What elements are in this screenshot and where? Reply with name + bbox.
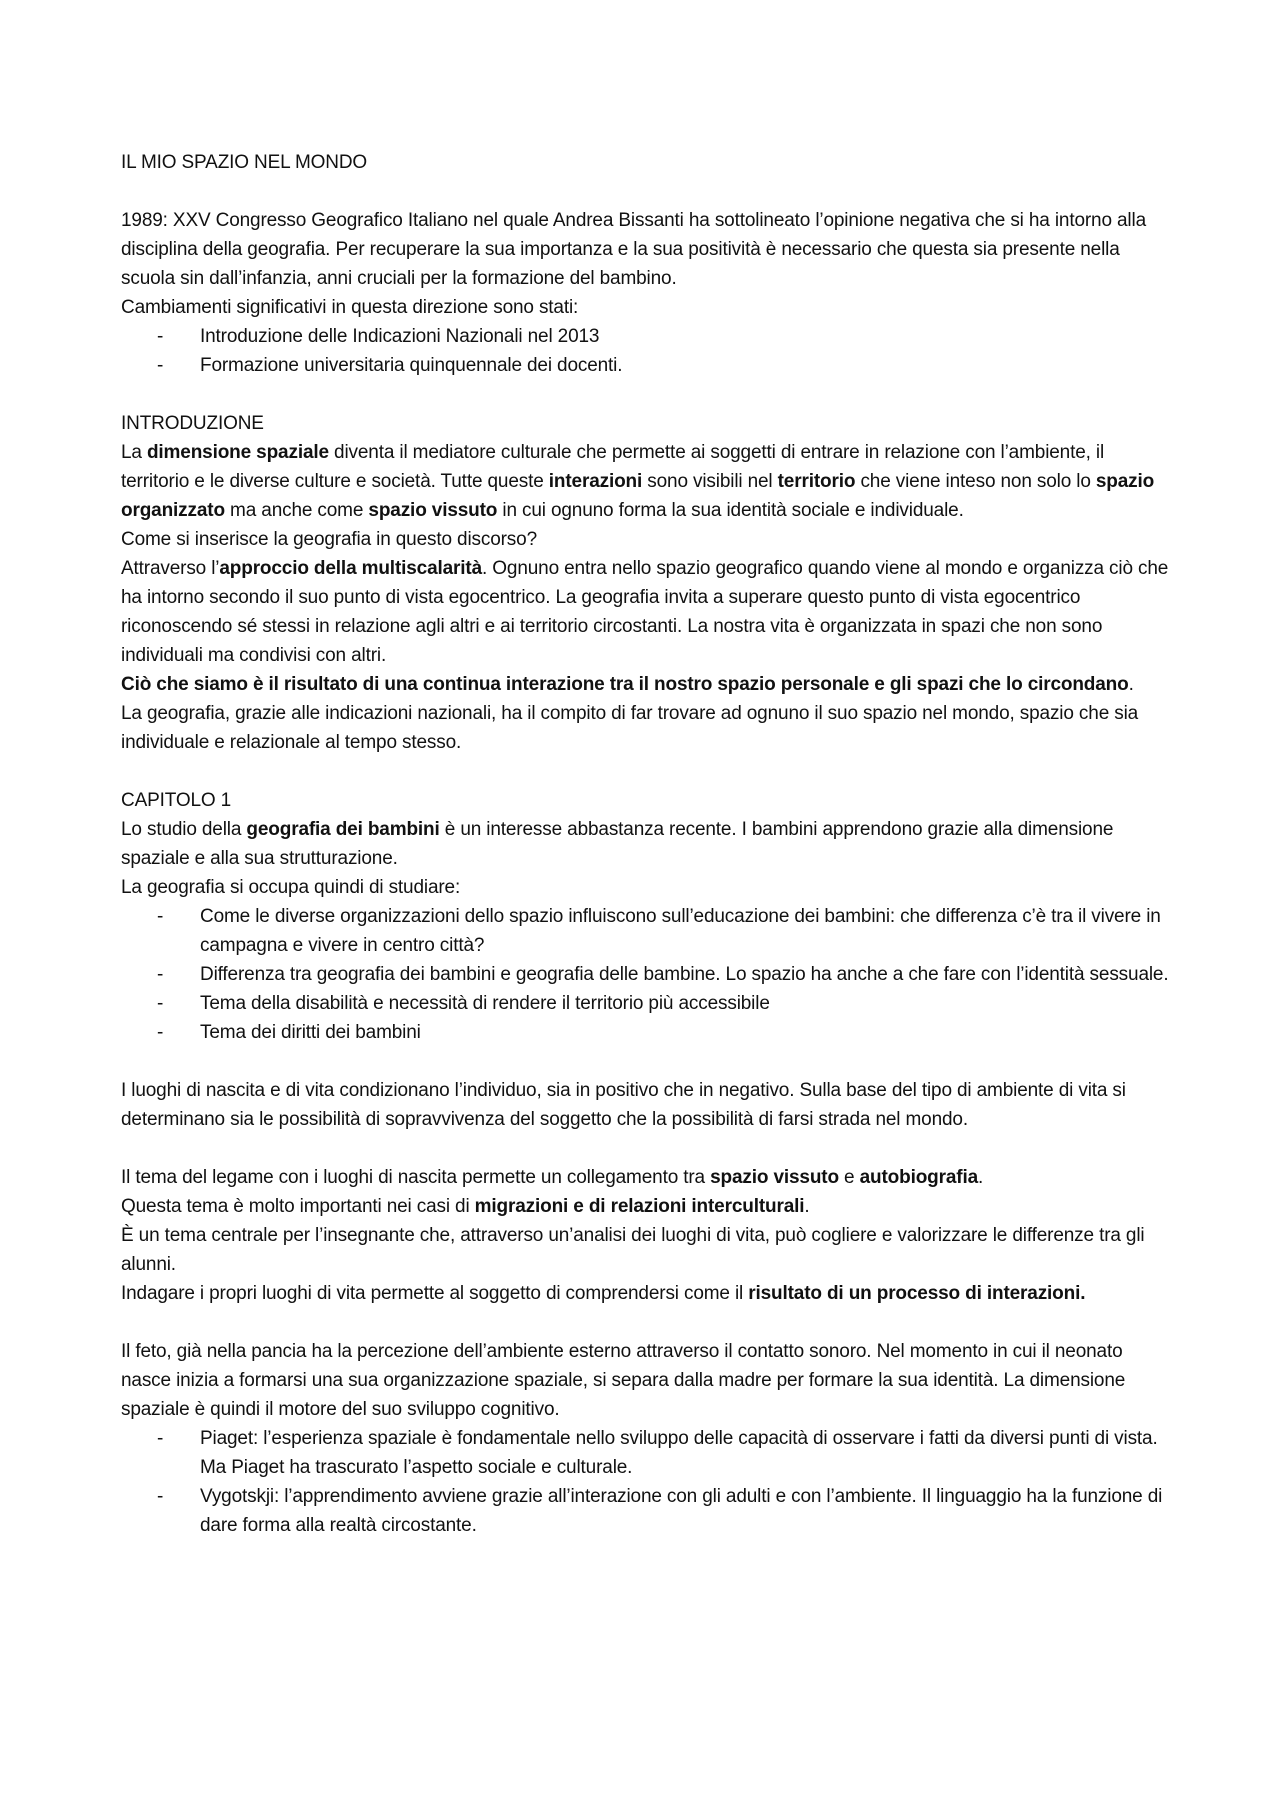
capitolo-list	[121, 902, 1171, 1047]
intro-list	[121, 322, 1171, 380]
list-item: - Tema della disabilità e necessità di rendere il territorio più accessibile	[200, 989, 1171, 1018]
section-heading-capitolo-1: CAPITOLO 1	[121, 790, 232, 811]
capitolo-paragraph-5: È un tema centrale per l’insegnante che, attraverso un’analisi dei luoghi di vita, può cogliere e valorizzare le differenze tra gli alunni.	[121, 1225, 1145, 1275]
introduzione-paragraph-2: Attraverso l’approccio della multiscalarità. Ognuno entra nello spazio geografico quando viene al mondo e organizza ciò che ha intorno secondo il suo punto di vista egocentrico. La geografia invita a superare questo punto di vista egocentrico riconoscendo sé stessi in relazione agli altri e ai territorio circostanti. La nostra vita è organizzata in spazi che non sono individuali ma condivisi con altri.	[121, 558, 1169, 666]
spacer	[121, 1047, 1171, 1076]
introduzione-bold-statement: Ciò che siamo è il risultato di una continua interazione tra il nostro spazio personale e gli spazi che lo circondano.	[121, 674, 1134, 695]
capitolo-list-2	[121, 1424, 1171, 1540]
intro-list-lead: Cambiamenti significativi in questa direzione sono stati:	[121, 297, 579, 318]
capitolo-paragraph-4: Questa tema è molto importanti nei casi di migrazioni e di relazioni interculturali.	[121, 1196, 810, 1217]
list-item: - Introduzione delle Indicazioni Nazionali nel 2013	[200, 322, 1171, 351]
list-item: - Vygotskji: l’apprendimento avviene grazie all’interazione con gli adulti e con l’ambiente. Il linguaggio ha la funzione di dare forma alla realtà circostante.	[200, 1482, 1171, 1540]
document-title: IL MIO SPAZIO NEL MONDO	[121, 152, 368, 173]
spacer	[121, 757, 1171, 786]
spacer	[121, 380, 1171, 409]
capitolo-paragraph-3: Il tema del legame con i luoghi di nascita permette un collegamento tra spazio vissuto e autobiografia.	[121, 1167, 984, 1188]
intro-paragraph: 1989: XXV Congresso Geografico Italiano nel quale Andrea Bissanti ha sottolineato l’opinione negativa che si ha intorno alla disciplina della geografia. Per recuperare la sua importanza e la sua positività è necessario che questa sia presente nella scuola sin dall’infanzia, anni cruciali per la formazione del bambino.	[121, 210, 1146, 289]
document-page	[121, 148, 1171, 1540]
list-item: - Tema dei diritti dei bambini	[200, 1018, 1171, 1047]
spacer	[121, 177, 1171, 206]
capitolo-paragraph-7: Il feto, già nella pancia ha la percezione dell’ambiente esterno attraverso il contatto sonoro. Nel momento in cui il neonato nasce inizia a formarsi una sua organizzazione spaziale, si separa dalla madre per formare la sua identità. La dimensione spaziale è quindi il motore del suo sviluppo cognitivo.	[121, 1341, 1126, 1420]
capitolo-paragraph-2: I luoghi di nascita e di vita condizionano l’individuo, sia in positivo che in negativo. Sulla base del tipo di ambiente di vita si determinano sia le possibilità di sopravvivenza del soggetto che la possibilità di farsi strada nel mondo.	[121, 1080, 1126, 1130]
introduzione-paragraph-1: La dimensione spaziale diventa il mediatore culturale che permette ai soggetti di entrare in relazione con l’ambiente, il territorio e le diverse culture e società. Tutte queste interazioni sono visibili nel territorio che viene inteso non solo lo spazio organizzato ma anche come spazio vissuto in cui ognuno forma la sua identità sociale e individuale.	[121, 442, 1155, 521]
capitolo-paragraph-1: Lo studio della geografia dei bambini è un interesse abbastanza recente. I bambini apprendono grazie alla dimensione spaziale e alla sua strutturazione.	[121, 819, 1114, 869]
capitolo-list-lead: La geografia si occupa quindi di studiare:	[121, 877, 461, 898]
list-item: - Piaget: l’esperienza spaziale è fondamentale nello sviluppo delle capacità di osservare i fatti da diversi punti di vista. Ma Piaget ha trascurato l’aspetto sociale e culturale.	[200, 1424, 1171, 1482]
introduzione-paragraph-3: La geografia, grazie alle indicazioni nazionali, ha il compito di far trovare ad ognuno il suo spazio nel mondo, spazio che sia individuale e relazionale al tempo stesso.	[121, 703, 1139, 753]
list-item: - Formazione universitaria quinquennale dei docenti.	[200, 351, 1171, 380]
section-heading-introduzione: INTRODUZIONE	[121, 413, 264, 434]
spacer	[121, 1134, 1171, 1163]
introduzione-question: Come si inserisce la geografia in questo discorso?	[121, 529, 537, 550]
list-item: - Differenza tra geografia dei bambini e geografia delle bambine. Lo spazio ha anche a che fare con l’identità sessuale.	[200, 960, 1171, 989]
spacer	[121, 1308, 1171, 1337]
capitolo-paragraph-6: Indagare i propri luoghi di vita permette al soggetto di comprendersi come il risultato di un processo di interazioni.	[121, 1283, 1086, 1304]
list-item: - Come le diverse organizzazioni dello spazio influiscono sull’educazione dei bambini: che differenza c’è tra il vivere in campagna e vivere in centro città?	[200, 902, 1171, 960]
